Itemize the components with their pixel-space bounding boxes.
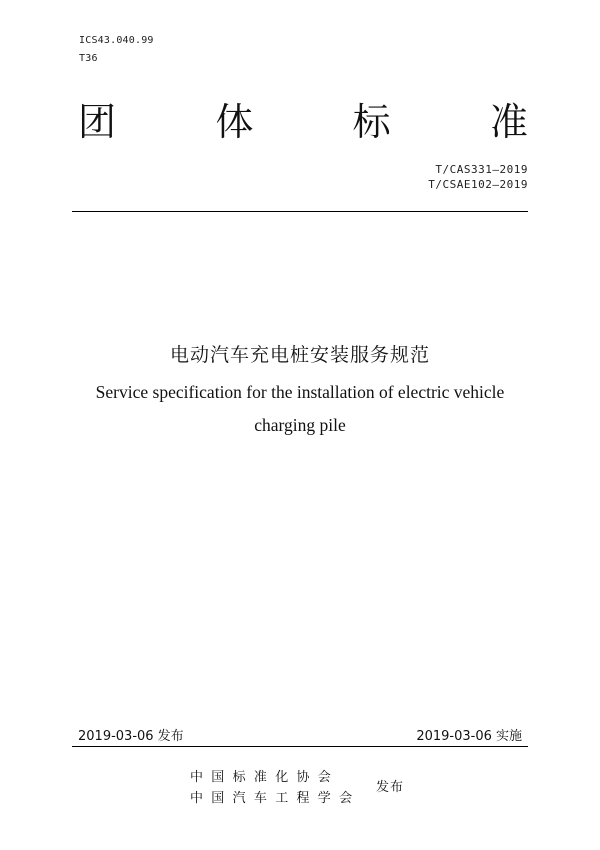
document-title-en-line1: Service specification for the installation of electric vehicle [95, 382, 505, 402]
bottom-divider [72, 746, 528, 747]
publisher-org-1: 中国标准化协会 [190, 770, 340, 785]
publisher-org-2: 中国汽车工程学会 [190, 791, 361, 806]
standard-type-char: 体 [215, 100, 254, 144]
standard-code-1: T/CAS331—2019 [435, 163, 528, 176]
top-divider [72, 211, 528, 212]
publish-label: 发布 [376, 780, 405, 795]
standard-code-2: T/CSAE102—2019 [428, 178, 528, 191]
standard-type-char: 准 [489, 100, 528, 144]
standard-type-heading [78, 100, 528, 144]
standard-type-char: 团 [78, 100, 117, 144]
issue-date: 2019-03-06 发布 [78, 729, 184, 744]
implementation-date: 2019-03-06 实施 [416, 729, 522, 744]
standard-type-char: 标 [352, 100, 391, 144]
ics-code: ICS43.040.99 [79, 35, 154, 46]
ccs-code: T36 [79, 53, 98, 64]
document-title-zh: 电动汽车充电桩安装服务规范 [169, 344, 430, 366]
document-title-en-line2: charging pile [254, 415, 346, 435]
